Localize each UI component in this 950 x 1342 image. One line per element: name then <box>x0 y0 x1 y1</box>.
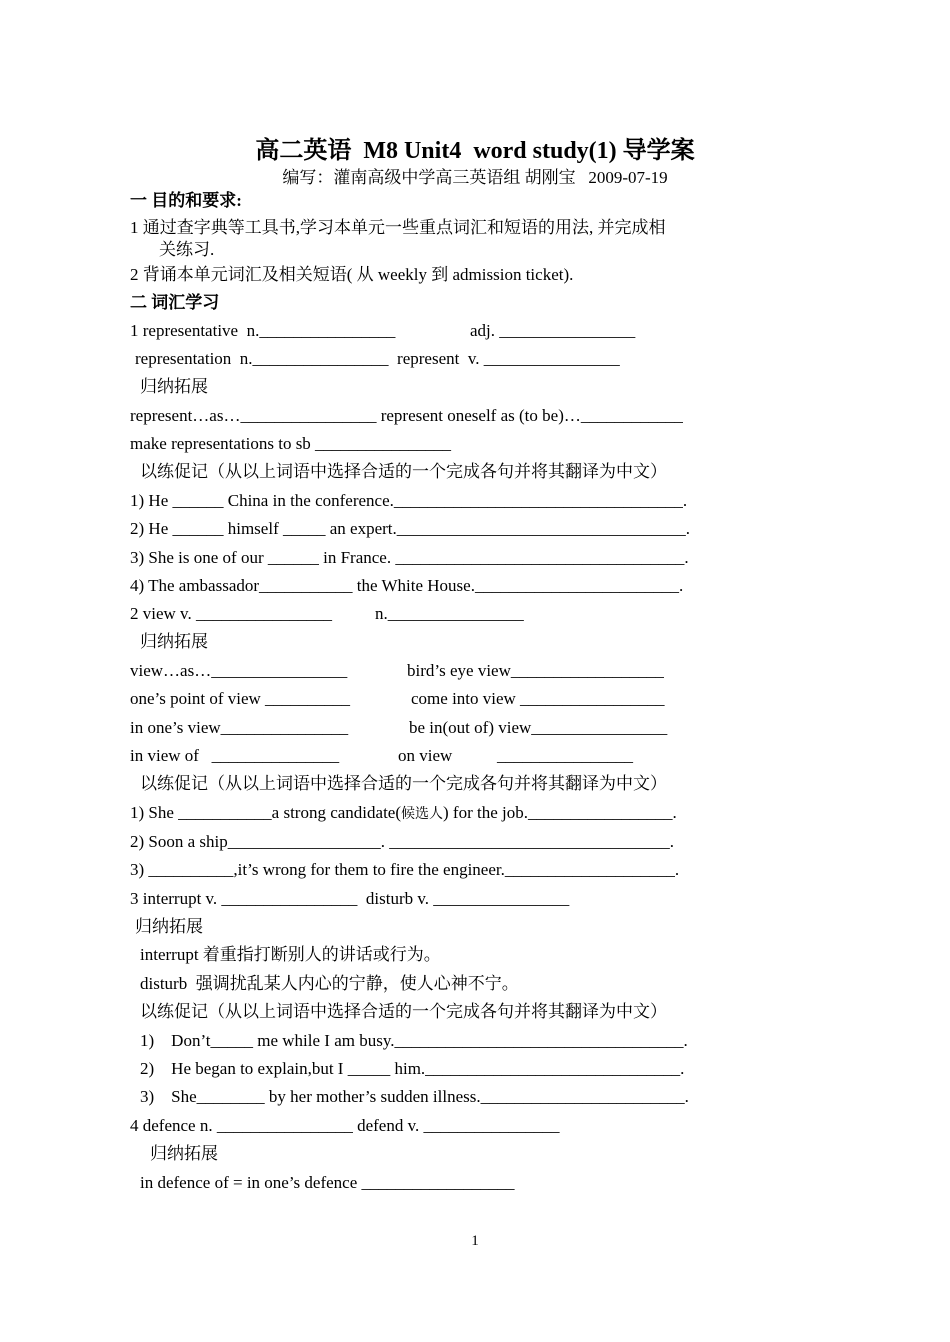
subheading: 以练促记（从以上词语中选择合适的一个完成各句并将其翻译为中文） <box>140 1002 667 1021</box>
exercise-line: 2) He began to explain,but I _____ him.______________________________. <box>140 1059 685 1078</box>
phrase-line: bird’s eye view__________________ <box>407 661 664 680</box>
phrase-line: ________________ <box>497 746 633 765</box>
subheading: 归纳拓展 <box>140 377 208 396</box>
subheading: 归纳拓展 <box>135 917 203 936</box>
page-number: 1 <box>471 1233 479 1249</box>
phrase-line: in view of _______________ <box>130 746 340 765</box>
section-heading-vocabulary: 二 词汇学习 <box>130 293 220 312</box>
vocab-item: n.________________ <box>375 604 524 623</box>
exercise-line: 1) He ______ China in the conference.__________________________________. <box>130 491 688 510</box>
text-line: interrupt 着重指打断别人的讲话或行为。 <box>140 945 441 964</box>
text-line: 2 背诵本单元词汇及相关短语( 从 weekly 到 admission ticket). <box>130 265 574 284</box>
phrase-line: on view <box>398 746 453 765</box>
author-line: 编写：灌南高级中学高三英语组 胡刚宝 2009-07-19 <box>282 168 668 187</box>
phrase-line: one’s point of view __________ <box>130 689 351 708</box>
exercise-line: 3) She________ by her mother’s sudden illness.________________________. <box>140 1087 689 1106</box>
phrase-line: in one’s view_______________ <box>130 718 349 737</box>
phrase-line: make representations to sb ________________ <box>130 434 452 453</box>
page-title: 高二英语 M8 Unit4 word study(1) 导学案 <box>255 138 695 164</box>
subheading: 归纳拓展 <box>140 632 208 651</box>
subheading: 以练促记（从以上词语中选择合适的一个完成各句并将其翻译为中文） <box>140 462 667 481</box>
phrase-line: in defence of = in one’s defence __________________ <box>140 1173 515 1192</box>
vocab-item: 3 interrupt v. ________________ disturb v. ________________ <box>130 889 570 908</box>
vocab-item: adj. ________________ <box>470 321 636 340</box>
exercise-line: 3) __________,it’s wrong for them to fire the engineer.____________________. <box>130 860 680 879</box>
text-line: 关练习. <box>159 240 215 259</box>
exercise-line: 4) The ambassador___________ the White House.________________________. <box>130 576 684 595</box>
phrase-line: represent…as…________________ represent oneself as (to be)…____________ <box>130 406 683 425</box>
exercise-line: 2) He ______ himself _____ an expert.__________________________________. <box>130 519 690 538</box>
phrase-line: be in(out of) view________________ <box>409 718 668 737</box>
subheading: 归纳拓展 <box>150 1144 218 1163</box>
vocab-item: 1 representative n.________________ <box>130 321 396 340</box>
exercise-text: ) for the job._________________. <box>443 803 677 822</box>
vocab-item: 2 view v. ________________ <box>130 604 332 623</box>
subheading: 以练促记（从以上词语中选择合适的一个完成各句并将其翻译为中文） <box>140 774 667 793</box>
exercise-line: 2) Soon a ship__________________. _________________________________. <box>130 832 674 851</box>
exercise-note: 候选人 <box>401 807 443 822</box>
text-line: 1 通过查字典等工具书,学习本单元一些重点词汇和短语的用法, 并完成相 <box>130 218 666 237</box>
phrase-line: come into view _________________ <box>411 689 665 708</box>
exercise-line: 1) Don’t_____ me while I am busy.__________________________________. <box>140 1031 688 1050</box>
vocab-item: representation n.________________ represent v. ________________ <box>135 349 620 368</box>
text-line: disturb 强调扰乱某人内心的宁静，使人心神不宁。 <box>140 974 519 993</box>
phrase-line: view…as…________________ <box>130 661 348 680</box>
exercise-line <box>130 803 677 825</box>
section-heading-goals: 一 目的和要求: <box>130 191 242 210</box>
exercise-text: 1) She ___________a strong candidate( <box>130 803 401 822</box>
vocab-item: 4 defence n. ________________ defend v. ________________ <box>130 1116 560 1135</box>
exercise-line: 3) She is one of our ______ in France. __________________________________. <box>130 548 689 567</box>
